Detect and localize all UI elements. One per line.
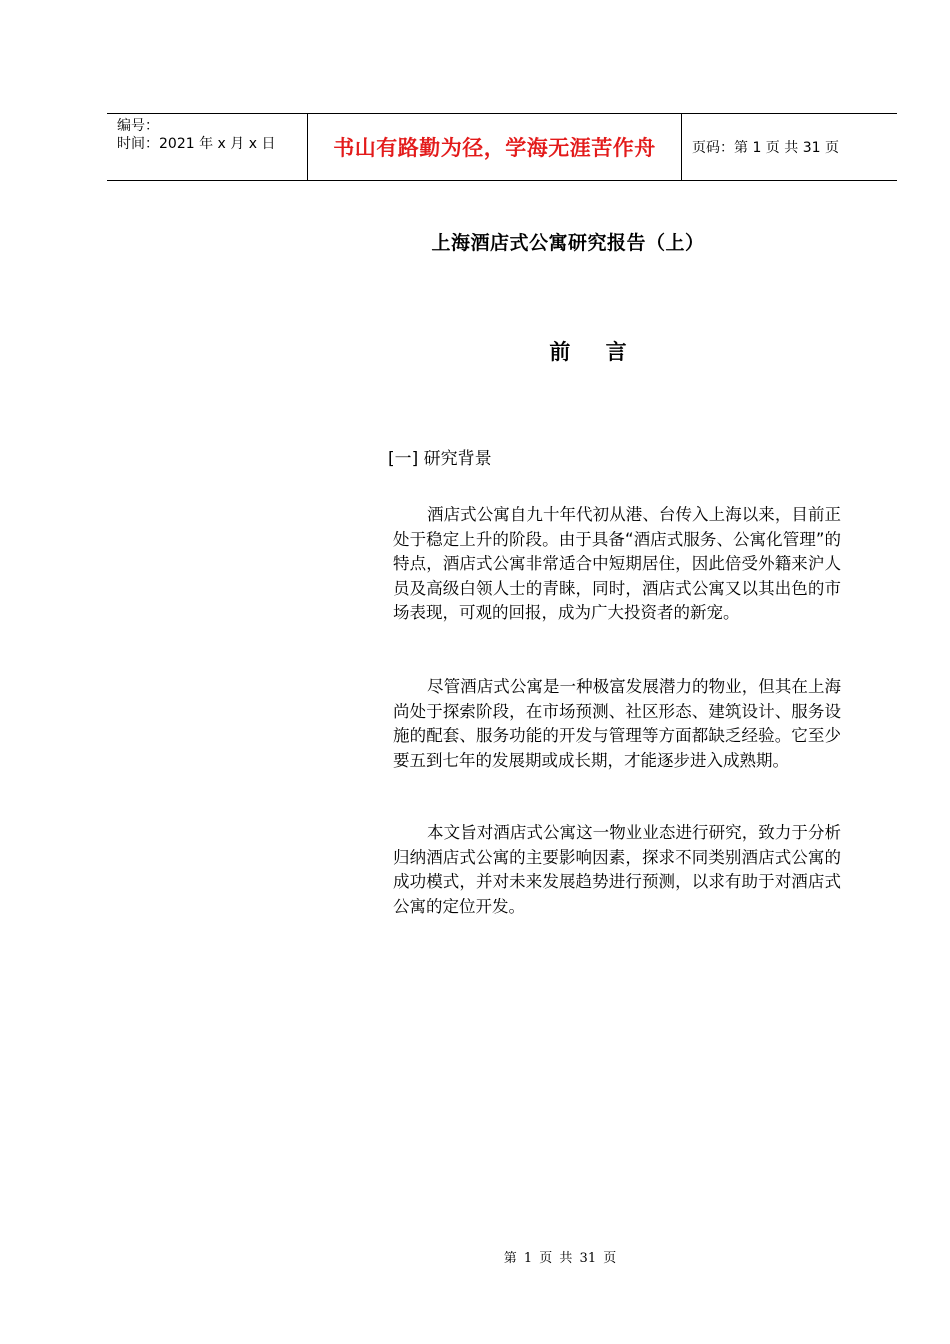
date-label: 时间：2021 年 x 月 x 日 [117,136,276,152]
header-table [107,113,897,181]
body-paragraph: 尽管酒店式公寓是一种极富发展潜力的物业，但其在上海尚处于探索阶段，在市场预测、社区形态、建筑设计、服务设施的配套、服务功能的开发与管理等方面都缺乏经验。它至少要五到七年的发展期或成长期，才能逐步进入成熟期。 [393,677,841,770]
body-paragraph: 酒店式公寓自九十年代初从港、台传入上海以来，目前正处于稳定上升的阶段。由于具备“酒店式服务、公寓化管理”的特点，酒店式公寓非常适合中短期居住，因此倍受外籍来沪人员及高级白领人士的青睐，同时，酒店式公寓又以其出色的市场表现，可观的回报，成为广大投资者的新宠。 [393,505,841,622]
motto-text: 书山有路勤为径，学海无涯苦作舟 [333,135,656,160]
page-footer: 第 1 页 共 31 页 [503,1251,617,1266]
document-title: 上海酒店式公寓研究报告（上） [431,232,705,254]
body-paragraph: 本文旨对酒店式公寓这一物业业态进行研究，致力于分析归纳酒店式公寓的主要影响因素，探求不同类别酒店式公寓的成功模式，并对未来发展趋势进行预测，以求有助于对酒店式公寓的定位开发。 [393,823,841,916]
section-heading: [一] 研究背景 [388,449,492,469]
header-motto-cell [308,114,682,180]
preface-heading: 前 言 [549,340,641,364]
page-code: 页码：第 1 页 共 31 页 [692,140,839,156]
header-page-cell [682,114,897,180]
serial-number-label: 编号： [117,118,159,134]
header-meta-cell [107,114,308,180]
